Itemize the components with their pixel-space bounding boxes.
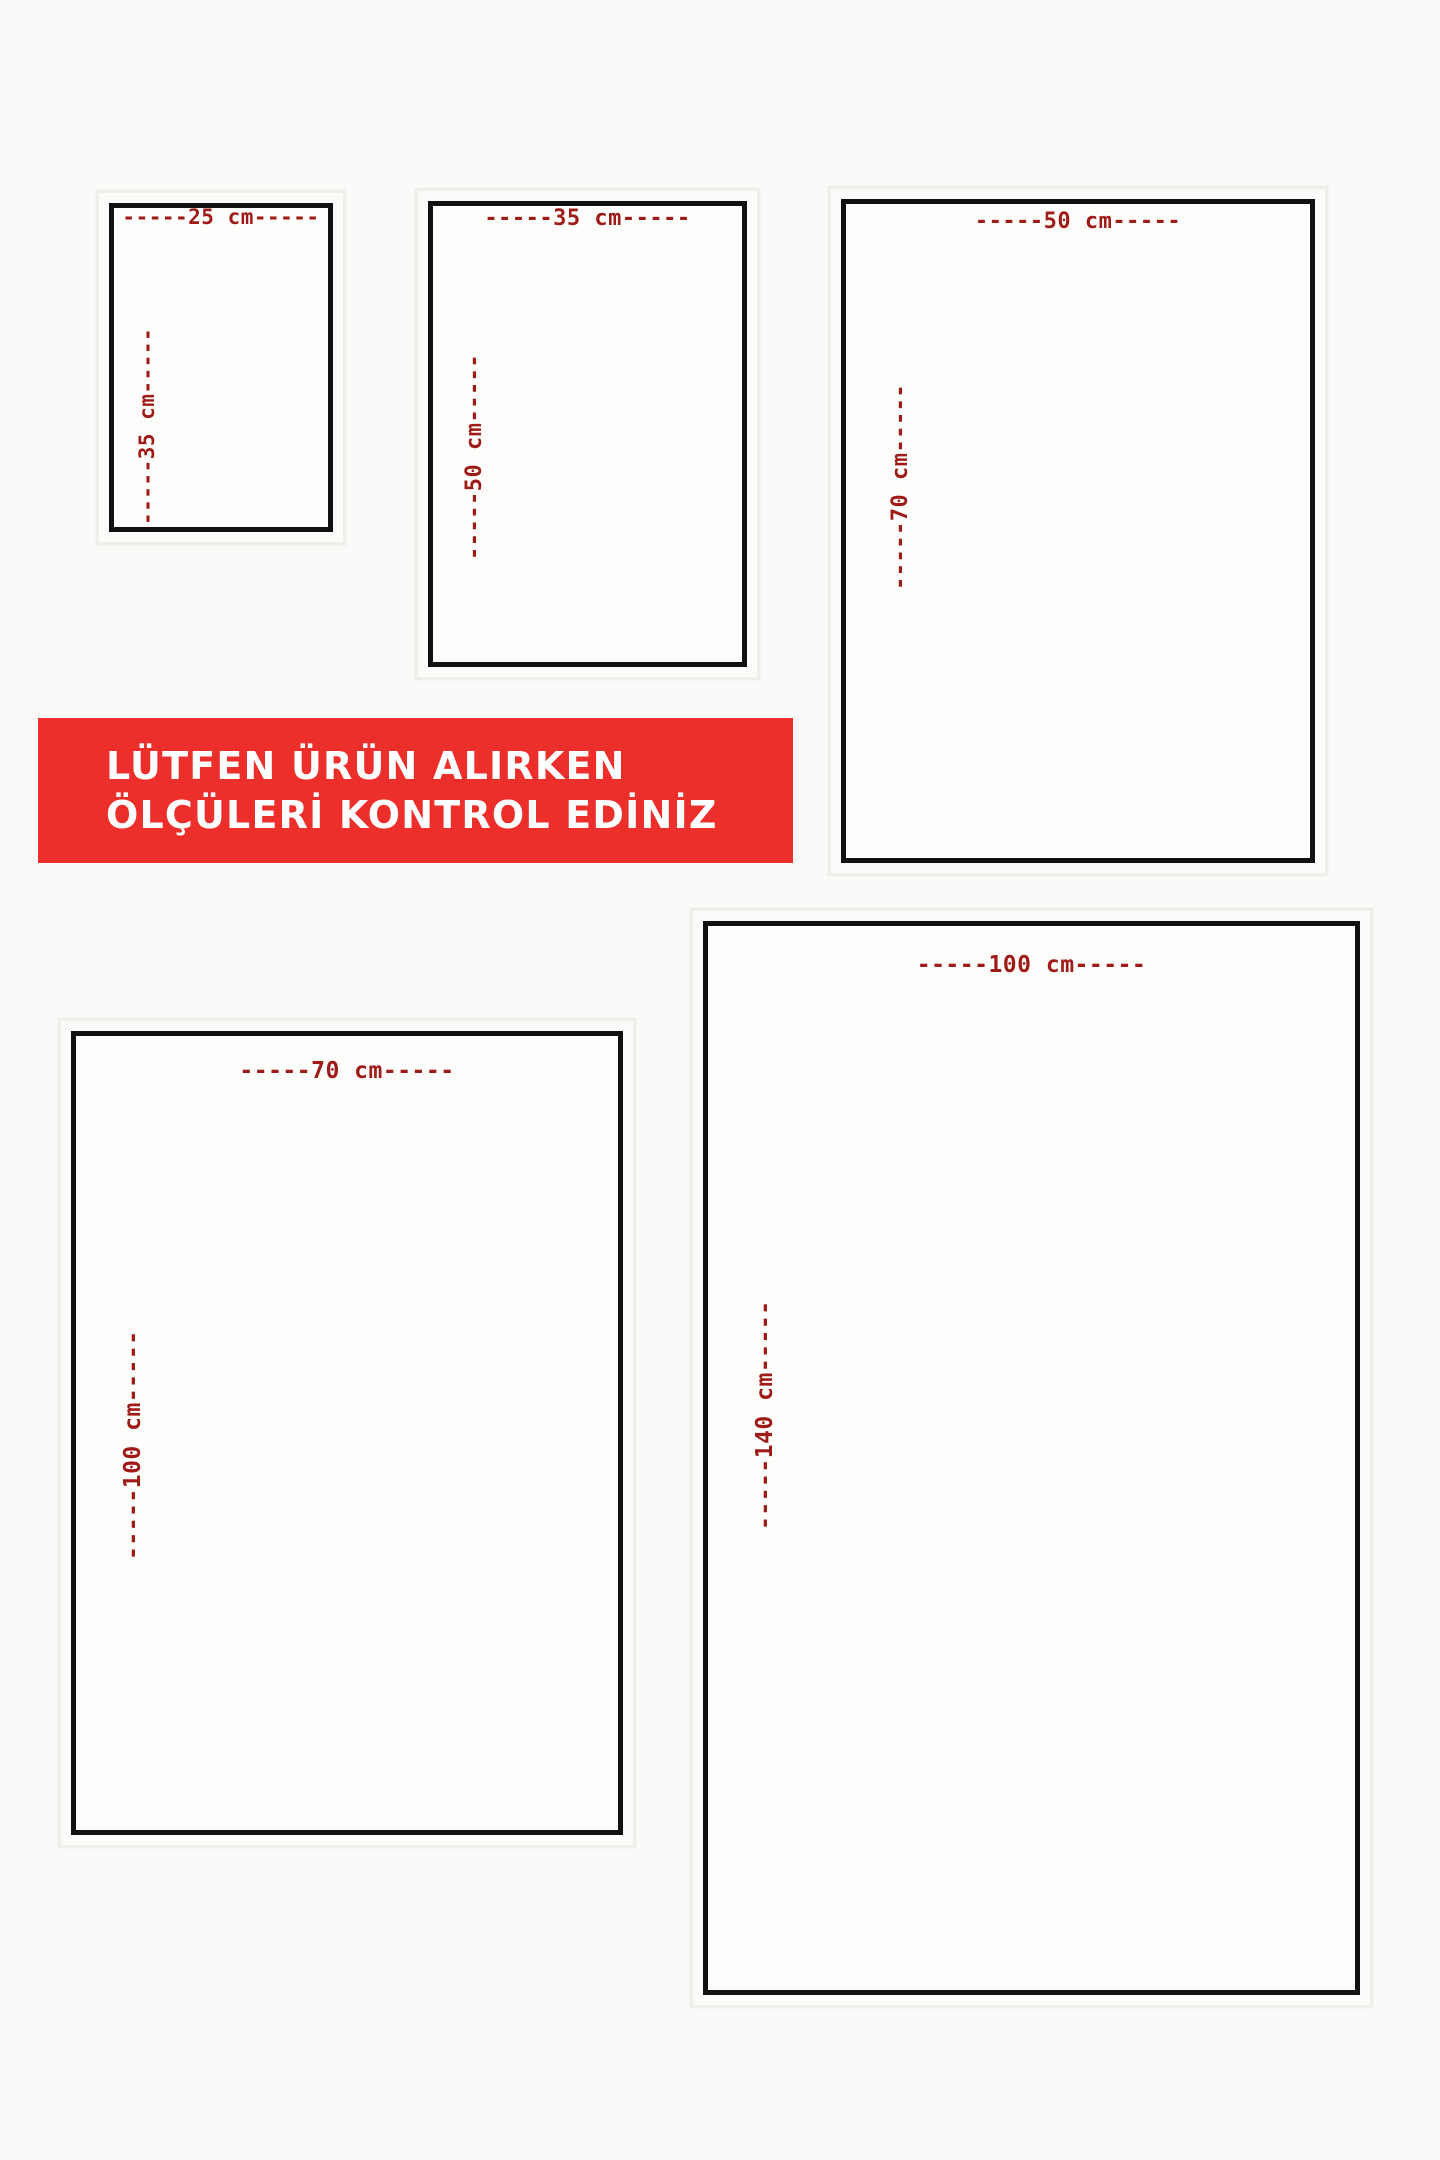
warning-banner: [38, 718, 793, 863]
warning-line-2: ÖLÇÜLERİ KONTROL EDİNİZ: [106, 792, 718, 837]
size-frame-inner: [703, 921, 1360, 1995]
size-frame-25x35: [96, 190, 346, 545]
height-label-140cm: -----140 cm-----: [752, 1300, 778, 1530]
size-frame-100x140: [690, 908, 1373, 2008]
width-label-70cm: -----70 cm-----: [239, 1058, 455, 1084]
height-label-35cm: -----35 cm-----: [135, 327, 159, 525]
width-label-35cm: -----35 cm-----: [484, 206, 691, 231]
size-frame-inner: [71, 1031, 623, 1835]
height-label-100cm: -----100 cm-----: [120, 1330, 146, 1560]
warning-line-1: LÜTFEN ÜRÜN ALIRKEN: [106, 743, 626, 788]
width-label-25cm: -----25 cm-----: [122, 205, 320, 229]
height-label-70cm: -----70 cm-----: [888, 383, 913, 590]
height-label-50cm: -----50 cm-----: [462, 353, 487, 560]
width-label-100cm: -----100 cm-----: [916, 952, 1147, 978]
width-label-50cm: -----50 cm-----: [974, 209, 1182, 234]
